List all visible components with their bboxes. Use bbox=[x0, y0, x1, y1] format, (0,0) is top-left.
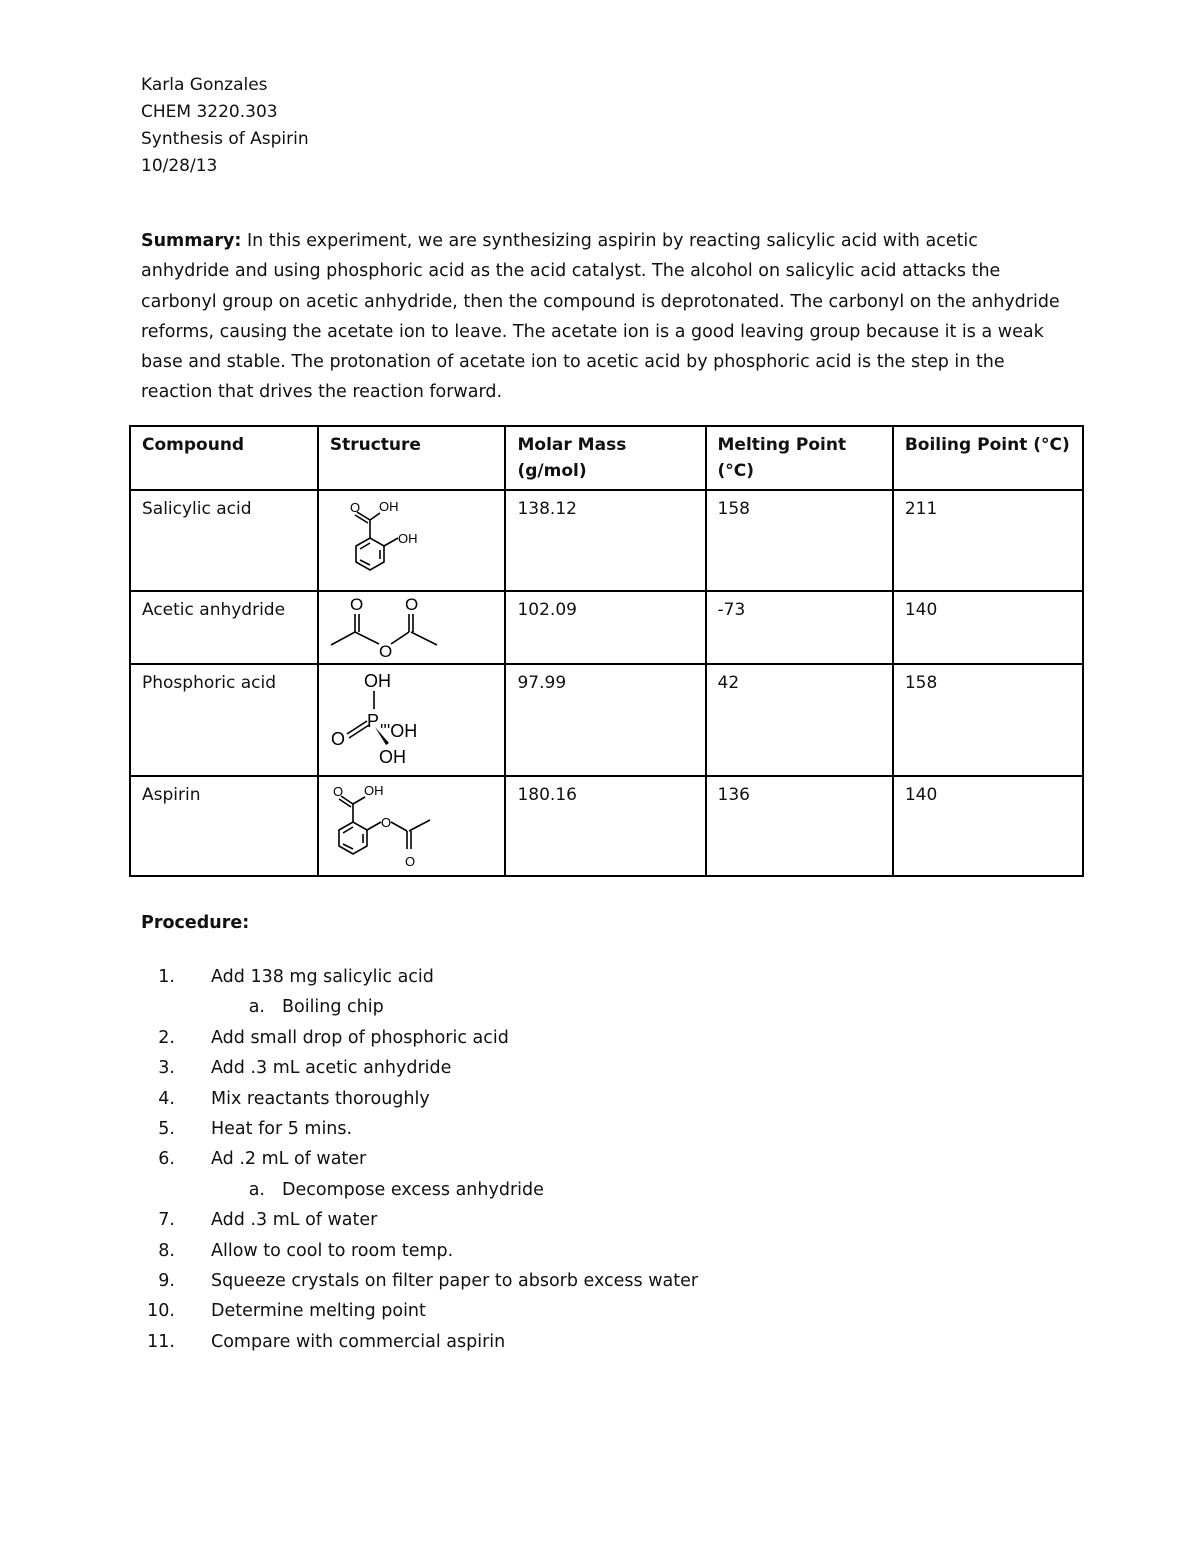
step-number: 4. bbox=[158, 1088, 175, 1109]
acetic-anhydride-structure bbox=[319, 592, 507, 663]
step-text: Mix reactants thoroughly bbox=[211, 1088, 430, 1109]
step-text: Squeeze crystals on filter paper to absorb excess water bbox=[211, 1270, 699, 1291]
step-text: Heat for 5 mins. bbox=[211, 1118, 353, 1139]
structure-cell bbox=[318, 776, 506, 876]
structure-cell bbox=[318, 591, 506, 664]
melting-point: 136 bbox=[706, 776, 893, 876]
step-text: Allow to cool to room temp. bbox=[211, 1240, 454, 1261]
compound-table bbox=[129, 425, 1084, 877]
molar-mass: 180.16 bbox=[505, 776, 705, 876]
step-number: 8. bbox=[158, 1240, 175, 1261]
step-text: Compare with commercial aspirin bbox=[211, 1331, 506, 1352]
structure-cell bbox=[318, 664, 506, 776]
document-title: Synthesis of Aspirin bbox=[141, 129, 309, 149]
oxygen-label: O bbox=[404, 595, 419, 614]
hydroxyl-label: OH bbox=[378, 747, 406, 767]
boiling-point: 140 bbox=[893, 591, 1083, 664]
step-number: 1. bbox=[158, 967, 175, 987]
compound-name: Acetic anhydride bbox=[130, 591, 318, 664]
melting-point: -73 bbox=[706, 591, 893, 664]
header-boiling-point: Boiling Point (°C) bbox=[893, 426, 1083, 490]
oxygen-label: O bbox=[349, 595, 364, 614]
summary-label: Summary: bbox=[141, 231, 242, 251]
step-text: Add small drop of phosphoric acid bbox=[211, 1027, 509, 1048]
step-number: 10. bbox=[147, 1301, 175, 1322]
step-number: 5. bbox=[158, 1118, 175, 1139]
aspirin-structure bbox=[319, 777, 507, 875]
step-number: 6. bbox=[158, 1149, 175, 1170]
compound-name: Salicylic acid bbox=[130, 490, 318, 591]
step-number: 11. bbox=[147, 1331, 175, 1352]
structure-cell bbox=[318, 490, 506, 591]
melting-point: 42 bbox=[706, 664, 893, 776]
course-code: CHEM 3220.303 bbox=[141, 102, 278, 122]
molar-mass: 97.99 bbox=[505, 664, 705, 776]
hydroxyl-wedge-label: '''OH bbox=[379, 721, 418, 741]
phosphorus-label: P bbox=[366, 711, 379, 731]
salicylic-acid-structure bbox=[319, 491, 507, 590]
procedure-title: Procedure: bbox=[141, 913, 250, 933]
boiling-point: 140 bbox=[893, 776, 1083, 876]
oxygen-label: O bbox=[404, 854, 415, 869]
step-text: Decompose excess anhydride bbox=[282, 1179, 544, 1200]
oxygen-label: O bbox=[330, 729, 345, 749]
table-row bbox=[130, 776, 1083, 876]
step-number: 3. bbox=[158, 1058, 175, 1079]
oxygen-label: O bbox=[349, 500, 360, 515]
oxygen-label: O bbox=[380, 815, 391, 830]
phosphoric-acid-structure bbox=[319, 665, 507, 775]
step-text: Boiling chip bbox=[282, 997, 384, 1018]
step-number: a. bbox=[248, 1179, 265, 1200]
step-number: 9. bbox=[158, 1270, 175, 1291]
hydroxyl-label: OH bbox=[363, 671, 391, 691]
boiling-point: 211 bbox=[893, 490, 1083, 591]
melting-point: 158 bbox=[706, 490, 893, 591]
compound-name: Aspirin bbox=[130, 776, 318, 876]
header-molar-mass: Molar Mass (g/mol) bbox=[505, 426, 705, 490]
compound-name: Phosphoric acid bbox=[130, 664, 318, 776]
table-row bbox=[130, 664, 1083, 776]
molar-mass: 138.12 bbox=[505, 490, 705, 591]
hydroxyl-label: OH bbox=[363, 783, 384, 798]
step-text: Add .3 mL acetic anhydride bbox=[211, 1058, 452, 1079]
table-header-row bbox=[130, 426, 1083, 490]
document-date: 10/28/13 bbox=[141, 156, 218, 176]
step-number: a. bbox=[248, 997, 265, 1018]
summary-text: In this experiment, we are synthesizing aspirin by reacting salicylic acid with acetic anhydride and using phosphoric acid as the acid catalyst. The alcohol on salicylic acid attacks the carbonyl group on acetic anhydride, then the compound is deprotonated. The carbonyl on the anhydride reforms, causing the acetate ion to leave. The acetate ion is a good leaving group because it is a weak base and stable. The protonation of acetate ion to acetic acid by phosphoric acid is the step in the reaction that drives the reaction forward. bbox=[141, 231, 1060, 403]
step-text: Add .3 mL of water bbox=[211, 1210, 378, 1231]
oxygen-label: O bbox=[332, 784, 343, 799]
boiling-point: 158 bbox=[893, 664, 1083, 776]
step-number: 2. bbox=[158, 1027, 175, 1048]
document-header bbox=[141, 72, 309, 180]
header-melting-point: Melting Point (°C) bbox=[706, 426, 893, 490]
author-name: Karla Gonzales bbox=[141, 75, 268, 95]
step-number: 7. bbox=[158, 1210, 175, 1231]
header-compound: Compound bbox=[130, 426, 318, 490]
hydroxyl-label: OH bbox=[397, 531, 418, 546]
step-text: Determine melting point bbox=[211, 1301, 426, 1322]
table-row bbox=[130, 591, 1083, 664]
summary-paragraph bbox=[141, 226, 1071, 408]
molar-mass: 102.09 bbox=[505, 591, 705, 664]
hydroxyl-label: OH bbox=[378, 499, 399, 514]
step-text: Ad .2 mL of water bbox=[211, 1149, 367, 1170]
oxygen-label: O bbox=[378, 642, 393, 661]
step-text: Add 138 mg salicylic acid bbox=[211, 967, 434, 987]
table-row bbox=[130, 490, 1083, 591]
header-structure: Structure bbox=[318, 426, 506, 490]
